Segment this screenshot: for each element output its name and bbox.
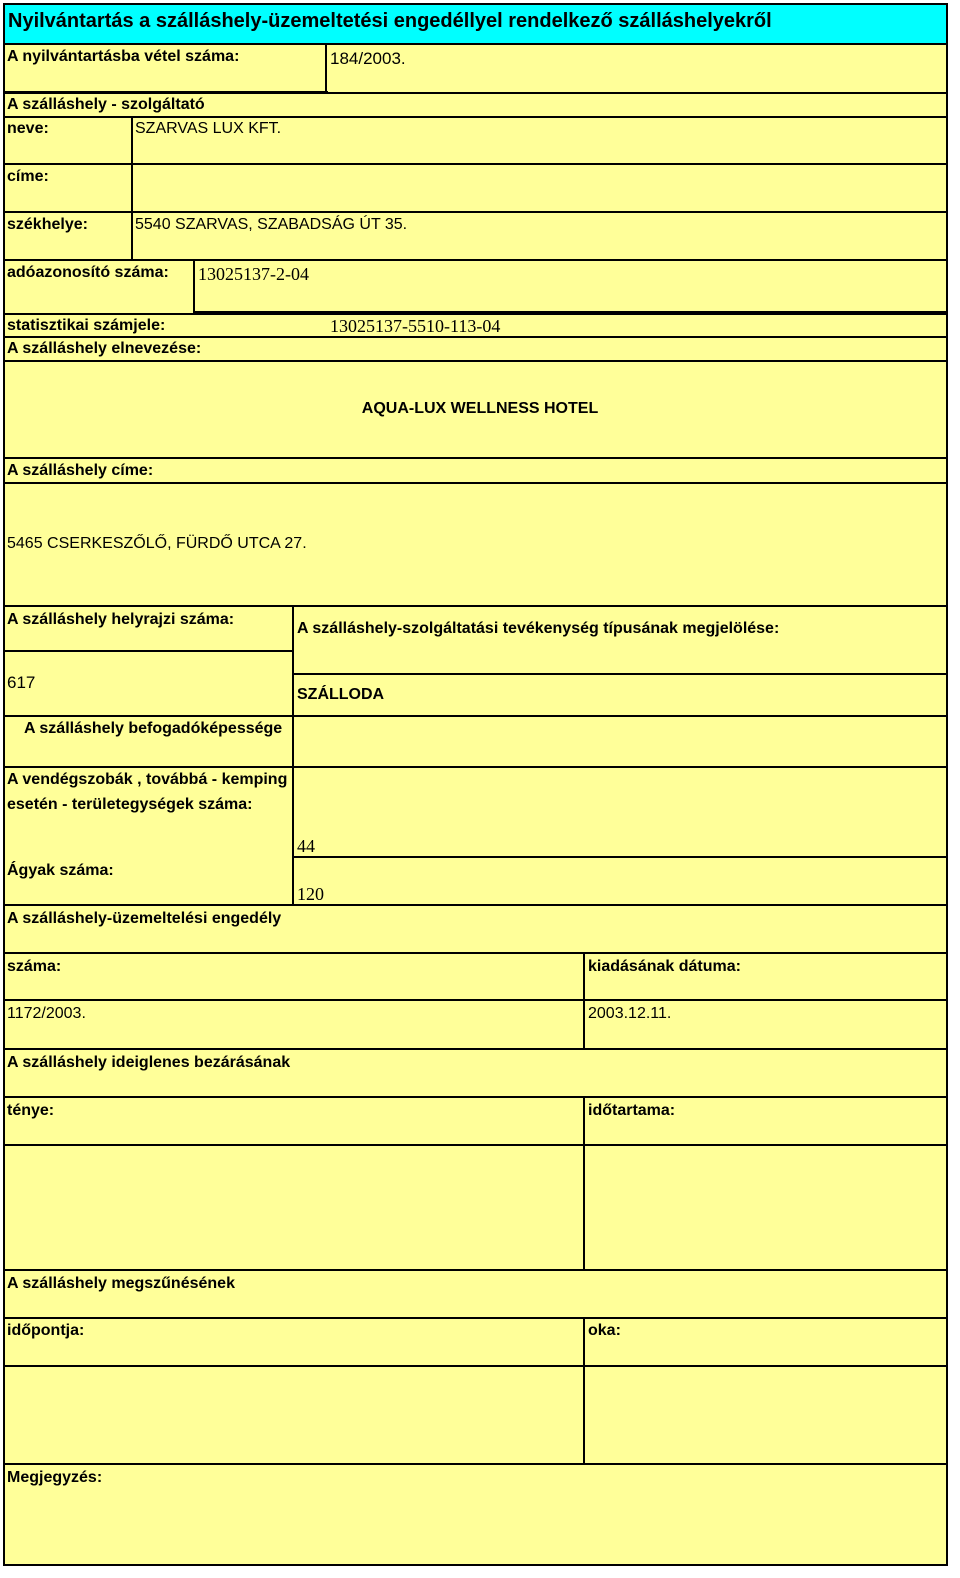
- permit-heading: A szálláshely-üzemeltelési engedély: [7, 910, 282, 927]
- accommodation-name-value: AQUA-LUX WELLNESS HOTEL: [361, 400, 599, 417]
- termination-heading: A szálláshely megszűnésének: [7, 1275, 235, 1292]
- provider-name-label: neve:: [7, 120, 49, 137]
- accommodation-name-label: A szálláshely elnevezése:: [7, 340, 202, 357]
- termination-time-label: időpontja:: [7, 1322, 85, 1339]
- termination-reason-label: oka:: [588, 1322, 621, 1339]
- rooms-value: 44: [297, 836, 315, 856]
- provider-stat-label: statisztikai számjele:: [7, 317, 166, 334]
- provider-name-value: SZARVAS LUX KFT.: [135, 120, 282, 137]
- permit-number-label: száma:: [7, 958, 62, 975]
- accommodation-address-label: A szálláshely címe:: [7, 462, 154, 479]
- notes-label: Megjegyzés:: [7, 1469, 103, 1486]
- permit-date-value: 2003.12.11.: [588, 1005, 672, 1022]
- closure-fact-label: ténye:: [7, 1102, 55, 1119]
- page-title: Nyilvántartás a szálláshely-üzemeltetési engedéllyel rendelkező szálláshelyekről: [8, 10, 772, 32]
- registration-value: 184/2003.: [330, 49, 406, 68]
- beds-label: Ágyak száma:: [7, 862, 114, 879]
- closure-heading: A szálláshely ideiglenes bezárásának: [7, 1054, 291, 1071]
- provider-stat-value: 13025137-5510-113-04: [330, 316, 501, 336]
- type-label: A szálláshely-szolgáltatási tevékenység típusának megjelölése:: [297, 620, 780, 637]
- lot-label: A szálláshely helyrajzi száma:: [7, 611, 235, 628]
- provider-seat-label: székhelye:: [7, 216, 88, 233]
- permit-date-label: kiadásának dátuma:: [588, 958, 741, 975]
- lot-value: 617: [7, 673, 36, 692]
- beds-value: 120: [297, 884, 324, 904]
- closure-duration-label: időtartama:: [588, 1102, 676, 1119]
- provider-tax-value: 13025137-2-04: [198, 264, 309, 284]
- provider-tax-label: adóazonosító száma:: [7, 264, 169, 281]
- rooms-label-line-2: esetén - területegységek száma:: [7, 796, 253, 813]
- provider-heading: A szálláshely - szolgáltató: [7, 96, 205, 113]
- provider-seat-value: 5540 SZARVAS, SZABADSÁG ÚT 35.: [135, 216, 408, 233]
- accommodation-address-value: 5465 CSERKESZŐLŐ, FÜRDŐ UTCA 27.: [7, 535, 307, 552]
- permit-number-value: 1172/2003.: [7, 1005, 86, 1022]
- registration-label: A nyilvántartásba vétel száma:: [7, 48, 240, 65]
- type-value: SZÁLLODA: [297, 686, 385, 703]
- provider-address-label: címe:: [7, 168, 49, 185]
- capacity-label: A szálláshely befogadóképessége: [24, 720, 283, 737]
- rooms-label-line-1: A vendégszobák , továbbá - kemping: [7, 771, 288, 788]
